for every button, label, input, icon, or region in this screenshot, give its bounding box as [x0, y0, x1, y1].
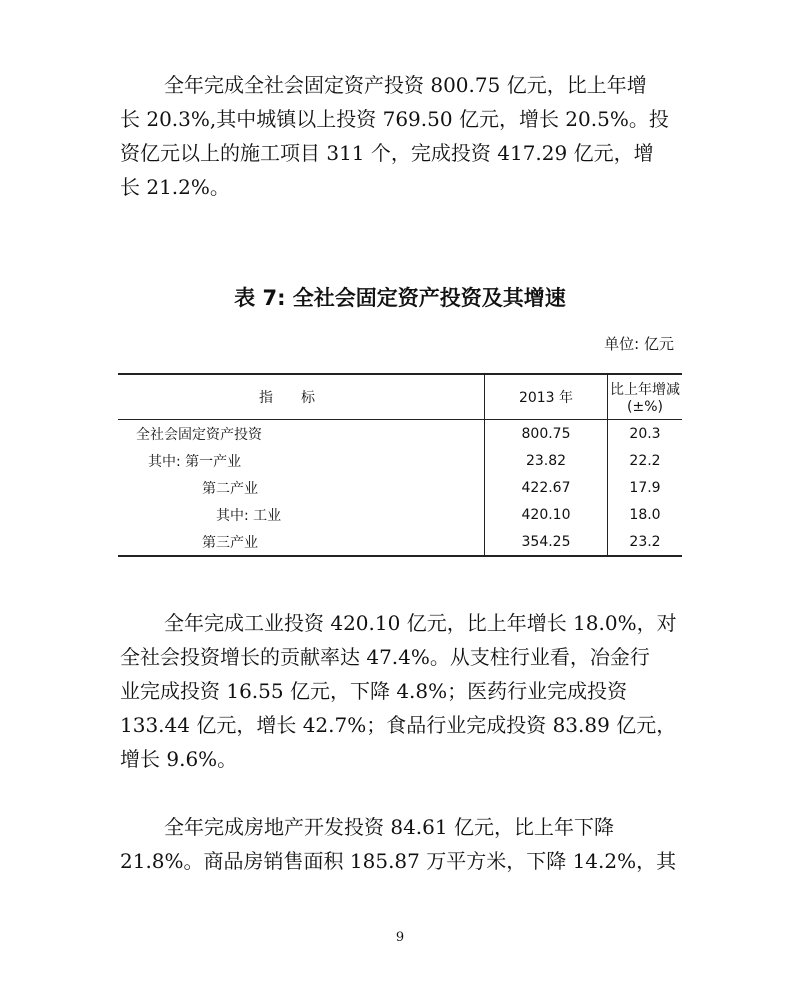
row-change: 23.2 — [629, 533, 661, 550]
row-label: 全社会固定资产投资 — [118, 420, 485, 448]
row-change: 22.2 — [629, 452, 661, 469]
text-line: 长 21.2%。 — [120, 175, 230, 199]
table-row — [118, 474, 682, 501]
table-row — [118, 528, 682, 556]
row-change: 17.9 — [629, 479, 661, 496]
table-row — [118, 447, 682, 474]
row-value: 354.25 — [485, 528, 608, 556]
header-change: 比上年增减(±%) — [610, 382, 680, 415]
text-line: 长 20.3%,其中城镇以上投资 769.50 亿元，增长 20.5%。投 — [120, 107, 669, 131]
page-number: 9 — [395, 930, 405, 945]
row-value: 800.75 — [485, 420, 608, 448]
table-header-row — [118, 374, 682, 420]
paragraph-fixed-asset-investment — [120, 68, 680, 204]
text-line: 业完成投资 16.55 亿元，下降 4.8%；医药行业完成投资 — [120, 679, 628, 703]
table-row — [118, 420, 682, 448]
table-row — [118, 501, 682, 528]
row-label: 第二产业 — [118, 474, 485, 501]
row-change: 18.0 — [629, 506, 661, 523]
text-line: 全年完成全社会固定资产投资 800.75 亿元，比上年增 — [164, 73, 647, 97]
text-line: 133.44 亿元，增长 42.7%；食品行业完成投资 83.89 亿元， — [120, 713, 677, 737]
investment-table — [118, 373, 682, 557]
row-label: 其中: 第一产业 — [118, 447, 485, 474]
text-line: 21.8%。商品房销售面积 185.87 万平方米，下降 14.2%，其 — [120, 849, 677, 873]
table-unit: 单位: 亿元 — [604, 335, 674, 353]
paragraph-industrial-investment — [120, 606, 680, 776]
text-line: 全年完成房地产开发投资 84.61 亿元，比上年下降 — [164, 815, 614, 839]
text-line: 资亿元以上的施工项目 311 个，完成投资 417.29 亿元，增 — [120, 141, 654, 165]
row-label: 第三产业 — [118, 528, 485, 556]
text-line: 增长 9.6%。 — [120, 747, 238, 771]
row-value: 422.67 — [485, 474, 608, 501]
header-indicator: 指标 — [118, 374, 485, 420]
text-line: 全社会投资增长的贡献率达 47.4%。从支柱行业看，冶金行 — [120, 645, 650, 669]
row-value: 23.82 — [485, 447, 608, 474]
header-year: 2013 年 — [485, 374, 608, 420]
table-title: 表 7: 全社会固定资产投资及其增速 — [234, 286, 566, 310]
paragraph-real-estate-investment — [120, 810, 680, 878]
row-change: 20.3 — [629, 425, 661, 442]
row-label: 其中: 工业 — [118, 501, 485, 528]
row-value: 420.10 — [485, 501, 608, 528]
text-line: 全年完成工业投资 420.10 亿元，比上年增长 18.0%，对 — [164, 611, 677, 635]
